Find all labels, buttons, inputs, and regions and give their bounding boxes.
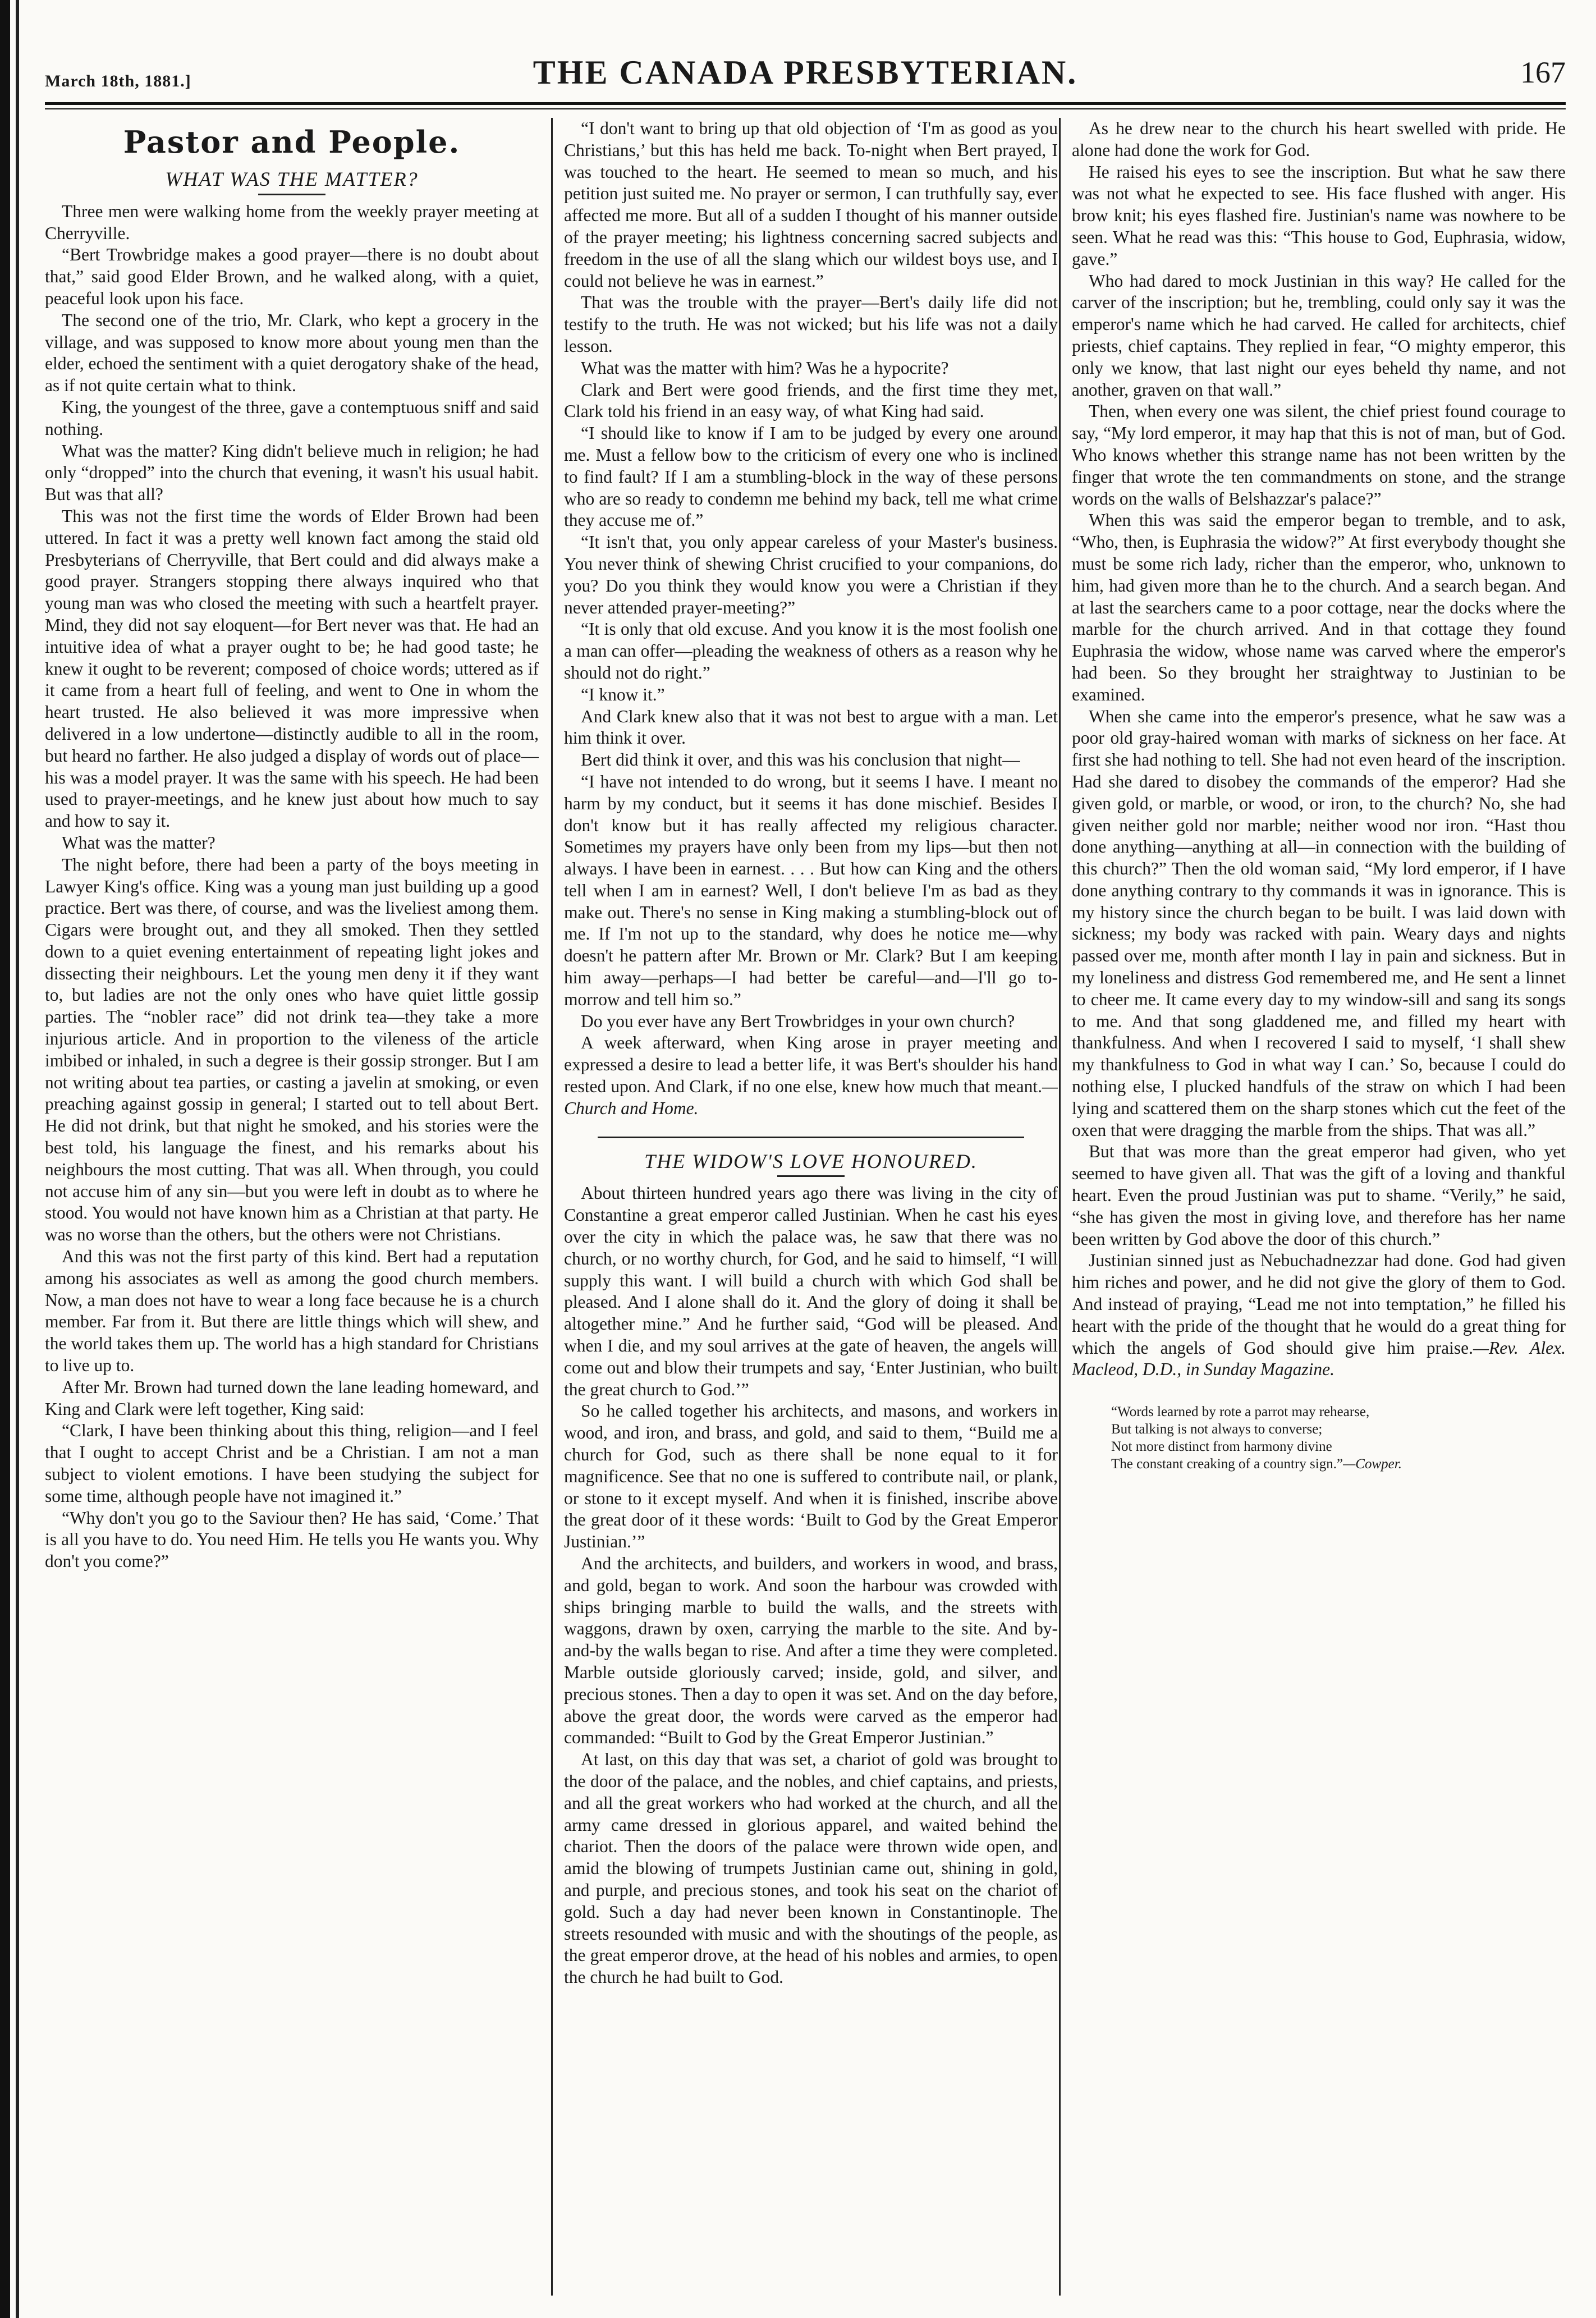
title-rule bbox=[777, 1175, 845, 1177]
paragraph: The night before, there had been a party of the boys meeting in Lawyer King's office. King was a young man just building up a good practice. Bert was there, of course, and was the liveliest among them. Cigars were brought out, and they all smoked. Then they settled down to a quiet evening entertainment of repeating light jokes and dissecting their neighbours. Let the young men deny it if they want to, but ladies are not the only ones who have quiet little gossip parties. The “nobler race” did not drink tea—they take a more injurious article. And in proportion to the vileness of the article imbibed or inhaled, in such a degree is their gossip stronger. But I am not writing about tea parties, or casting a javelin at smoking, or even preaching against gossip in general; I started out to tell about Bert. He did not drink, but that night he smoked, and his stories were the best told, his language the finest, and his remarks about his neighbours the most cutting. That was all. When through, you could not accuse him of any sin—but you were left in doubt as to where he stood. You would not have known him as a Christian at that party. He was no worse than the others, but the others were not Christians. bbox=[45, 854, 539, 1245]
poem-line-text: The constant creaking of a country sign.” bbox=[1111, 1456, 1343, 1472]
paragraph: And Clark knew also that it was not best to argue with a man. Let him think it over. bbox=[564, 706, 1058, 748]
paragraph: “It is only that old excuse. And you know it is the most foolish one a man can offer—pleading the weakness of others as a reason why he should not do right.” bbox=[564, 619, 1058, 682]
paragraph: “It isn't that, you only appear careless of your Master's business. You never think of shewing Christ crucified to your companions, do you? Do you think they would know you were a Christian if they never attended prayer-meeting?” bbox=[564, 532, 1058, 617]
paragraph: Who had dared to mock Justinian in this way? He called for the carver of the inscription; but he, trembling, could only say it was the emperor's name which he had carved. He called for architects, chief priests, chief captains. They replied in fear, “O mighty emperor, this only we know, that last night our eyes beheld thy name, and not another, graven on that wall.” bbox=[1072, 271, 1566, 400]
paragraph: “Bert Trowbridge makes a good prayer—there is no doubt about that,” said good Elder Brown, and he walked along, with a quiet, peaceful look upon his face. bbox=[45, 245, 539, 308]
poem-line: Not more distinct from harmony divine bbox=[1111, 1439, 1332, 1455]
paragraph: “I have not intended to do wrong, but it seems I have. I meant no harm by my conduct, but it seems it has done mischief. Besides I don't know but it has really affected my religious character. Sometimes my prayers have only been from my lips—but then not always. I have been in earnest. . . . But how can King and the others tell when I am in earnest? Well, I don't believe I'm as bad as they make out. There's no sense in King making a stumbling-block out of me. If I'm not up to the standard, why does he notice me—why doesn't he pattern after Mr. Brown or Mr. Clark? But I am keeping him away—perhaps—I had better be careful—and—I'll go to-morrow and tell him so.” bbox=[564, 771, 1058, 1009]
paragraph: Then, when every one was silent, the chief priest found courage to say, “My lord emperor, it may hap that this is not of man, but of God. Who knows whether this strange name has not been written by the finger that wrote the ten commandments on stone, and the strange words on the walls of Belshazzar's palace?” bbox=[1072, 401, 1566, 509]
paragraph: He raised his eyes to see the inscription. But what he saw there was not what he expected to see. His face flushed with anger. His brow knit; his eyes flashed fire. Justinian's name was nowhere to be seen. What he read was this: “This house to God, Euphrasia, widow, gave.” bbox=[1072, 162, 1566, 269]
article-attribution: —Rev. Alex. Macleod, D.D., in Sunday Magazine. bbox=[1072, 1337, 1566, 1380]
paragraph: This was not the first time the words of Elder Brown had been uttered. In fact it was a pretty well known fact among the staid old Presbyterians of Cherryville, that Bert could and did always make a good prayer. Strangers stopping there always inquired who that young man was who closed the meeting with such a heartfelt prayer. Mind, they did not say eloquent—for Bert never was that. He had an intuitive idea of what a prayer ought to be; he had good taste; he knew it ought to be reverent; composed of choice words; uttered as if it came from a heart full of feeling, and went to One in whom the heart trusted. He also believed it was more impressive when delivered in a low undertone—distinctly audible to all in the room, but heard no farther. He also judged a display of words out of place—his was a model prayer. It was the same with his speech. He had been used to prayer-meetings, and he knew just about how much to say and how to say it. bbox=[45, 506, 539, 831]
paragraph: And this was not the first party of this kind. Bert had a reputation among his associates as well as among the good church members. Now, a man does not have to wear a long face because he is a church member. Far from it. But there are little things which will shew, and the world takes them up. The world has a high standard for Christians to live up to. bbox=[45, 1247, 539, 1376]
paragraph: Bert did think it over, and this was his conclusion that night— bbox=[581, 750, 1020, 770]
paragraph-text: A week afterward, when King arose in prayer meeting and expressed a desire to lead a better life, it was Bert's shoulder his hand rested upon. And Clark, if no one else, knew how much that meant. bbox=[564, 1033, 1058, 1097]
paragraph: “I know it.” bbox=[581, 684, 665, 704]
paragraph: “Clark, I have been thinking about this thing, religion—and I feel that I ought to accept Christ and be a Christian. I am not a man subject to violent emotions. I have been studying the subject for some time, although people have not imagined it.” bbox=[45, 1421, 539, 1506]
page-number: 167 bbox=[1520, 56, 1566, 89]
column-3 bbox=[1072, 118, 1566, 2301]
page-edge-bar bbox=[0, 0, 10, 2318]
paragraph: What was the matter? King didn't believe much in religion; he had only “dropped” into the church that evening, it wasn't his usual habit. But was that all? bbox=[45, 441, 539, 505]
paragraph: At last, on this day that was set, a chariot of gold was brought to the door of the palace, and the nobles, and chief captains, and priests, and all the great workers who had worked at the church, and all the army came dressed in glorious apparel, and waited behind the chariot. Then the doors of the palace were thrown wide open, and amid the blowing of trumpets Justinian came out, shining in gold, and purple, and precious stones, and took his seat on the chariot of gold. Such a day had never been known in Constantinople. The streets resounded with music and with the shoutings of the people, as the great emperor drove, at the head of his nobles and armies, to open the church he had built to God. bbox=[564, 1749, 1058, 1987]
paragraph: What was the matter? bbox=[62, 832, 215, 853]
paragraph: “I should like to know if I am to be judged by every one around me. Must a fellow bow to the criticism of every one who is inclined to find fault? If I am a stumbling-block in the way of these persons who are so ready to condemn me behind my back, tell me what crime they accuse me of.” bbox=[564, 423, 1058, 530]
paragraph: And the architects, and builders, and workers in wood, and brass, and gold, began to work. And soon the harbour was crowded with ships bringing marble to build the walls, and the streets with waggons, drawn by oxen, carrying the marble to the site. And by-and-by the walls began to rise. And after a time they were completed. Marble outside gloriously carved; inside, gold, and silver, and precious stones. Then a day to open it was set. And on the day before, above the great door, the words were carved as the emperor had commanded: “Built to God by the Great Emperor Justinian.” bbox=[564, 1554, 1058, 1748]
header-rule-thin bbox=[45, 108, 1566, 109]
paragraph: So he called together his architects, and masons, and workers in wood, and iron, and brass, and gold, and said to them, “Build me a church for God, such as there shall be none equal to it for magnificence. See that no one is suffered to contribute nail, or plank, or stone to it except myself. And when it is finished, inscribe above the great door of it these words: ‘Built to God by the Great Emperor Justinian.’” bbox=[564, 1401, 1058, 1552]
section-heading: Pastor and People. bbox=[123, 124, 461, 160]
paragraph: Do you ever have any Bert Trowbridges in your own church? bbox=[581, 1011, 1015, 1031]
paragraph-text: Justinian sinned just as Nebuchadnezzar had done. God had given him riches and power, and he did not give the glory of them to God. And instead of praying, “Lead me not into temptation,” he filled his heart with the pride of the thought that he would do a great thing for which the angels of God should give him praise. bbox=[1072, 1250, 1566, 1358]
title-rule bbox=[258, 194, 325, 195]
paragraph: King, the youngest of the three, gave a contemptuous sniff and said nothing. bbox=[45, 397, 539, 439]
paragraph: “I don't want to bring up that old objection of ‘I'm as good as you Christians,’ but this has held me back. To-night when Bert prayed, I was touched to the heart. He seemed to mean so much, and his petition just suited me. No prayer or sermon, I can truthfully say, ever affected me more. But all of a sudden I thought of his manner outside of the prayer meeting; his lightness concerning sacred subjects and freedom in the use of all the slang which our wildest boys use, and I could not believe he was in earnest.” bbox=[564, 118, 1058, 291]
paragraph: “Why don't you go to the Saviour then? He has said, ‘Come.’ That is all you have to do. You need Him. He tells you He wants you. Why don't you come?” bbox=[45, 1508, 539, 1572]
paragraph: But that was more than the great emperor had given, who yet seemed to have given all. That was the gift of a loving and thankful heart. Even the proud Justinian was put to shame. “Verily,” he said, “she has given the most in giving love, and therefore has her name been written by God above the door of this church.” bbox=[1072, 1142, 1566, 1249]
article-title: THE WIDOW'S LOVE HONOURED. bbox=[644, 1149, 978, 1172]
paragraph: That was the trouble with the prayer—Bert's daily life did not testify to the truth. He was not wicked; but his life was not a daily lesson. bbox=[564, 292, 1058, 356]
paragraph bbox=[564, 1032, 1058, 1119]
article-attribution: —Church and Home. bbox=[564, 1076, 1058, 1118]
column-divider bbox=[551, 118, 553, 2296]
paragraph: When this was said the emperor began to tremble, and to ask, “Who, then, is Euphrasia the widow?” At first everybody thought she must be some rich lady, richer than the emperor, who, unknown to him, had given more than he to the church. And a search began. And at last the searchers came to a poor cottage, near the docks where the marble for the church arrived. And in that cottage they found Euphrasia the widow, whose name was carved where the emperor's had been. So they brought her straightway to Justinian to be examined. bbox=[1072, 510, 1566, 704]
paragraph: After Mr. Brown had turned down the lane leading homeward, and King and Clark were left together, King said: bbox=[45, 1377, 539, 1419]
article-separator bbox=[598, 1137, 1024, 1138]
paragraph: Clark and Bert were good friends, and the first time they met, Clark told his friend in an easy way, of what King had said. bbox=[564, 379, 1058, 422]
closing-poem bbox=[1111, 1403, 1566, 1473]
paragraph: What was the matter with him? Was he a hypocrite? bbox=[581, 358, 949, 378]
poem-author: —Cowper. bbox=[1343, 1456, 1402, 1472]
issue-date: March 18th, 1881.] bbox=[45, 72, 191, 90]
poem-line: “Words learned by rote a parrot may rehearse, bbox=[1111, 1404, 1370, 1420]
article-title: WHAT WAS THE MATTER? bbox=[165, 168, 419, 190]
page-edge-line bbox=[16, 0, 19, 2318]
poem-line bbox=[1111, 1455, 1566, 1473]
paragraph: Three men were walking home from the weekly prayer meeting at Cherryville. bbox=[45, 201, 539, 243]
paragraph: About thirteen hundred years ago there was living in the city of Constantine a great emperor called Justinian. When he cast his eyes over the city in which the palace was, he saw that there was no church, or no worthy church, for God, and he said to himself, “I will supply this want. I will build a church with which God shall be pleased. And I alone shall do it. And the glory of doing it shall be altogether mine.” And he further said, “God will be pleased. And when I die, and my soul arrives at the gate of heaven, the angels will come out and blow their trumpets and say, ‘Enter Justinian, who built the great church to God.’” bbox=[564, 1183, 1058, 1399]
column-1 bbox=[45, 118, 539, 2301]
paragraph: When she came into the emperor's presence, what he saw was a poor old gray-haired woman with marks of sickness on her face. At first she had nothing to tell. She had not even heard of the inscription. Had she dared to disobey the commands of the emperor? Had she given gold, or marble, or wood, or iron, to the church? No, she had given neither gold nor marble; neither wood nor iron. “Hast thou done anything—anything at all—in connection with the building of this church?” Then the old woman said, “My lord emperor, if I have done anything contrary to thy commands it was in ignorance. This is my history since the church began to be built. I was laid down with sickness; my body was racked with pain. Weary days and nights passed over me, month after month I lay in pain and sickness. But in my loneliness and distress God remembered me, and He sent a linnet to cheer me. It came every day to my window-sill and sang its songs to me. And that song gladdened me, and filled my heart with thankfulness. And when I recovered I said to myself, ‘I shall shew my thankfulness to God in what way I can.’ So, because I could do nothing else, I plucked handfuls of the straw on which I had been lying and scattered them on the sharp stones which cut the feet of the oxen that were dragging the marble from the ships. That was all.” bbox=[1072, 706, 1566, 1140]
paragraph: The second one of the trio, Mr. Clark, who kept a grocery in the village, and was supposed to know more about young men than the elder, echoed the sentiment with a quiet derogatory shake of the head, as if not quite certain what to think. bbox=[45, 310, 539, 396]
header-rule bbox=[45, 102, 1566, 105]
column-divider bbox=[1059, 118, 1061, 2296]
column-2 bbox=[564, 118, 1058, 2301]
newspaper-title: THE CANADA PRESBYTERIAN. bbox=[533, 54, 1078, 91]
paragraph: As he drew near to the church his heart swelled with pride. He alone had done the work for God. bbox=[1072, 118, 1566, 160]
poem-line: But talking is not always to converse; bbox=[1111, 1422, 1323, 1437]
page-header bbox=[45, 51, 1566, 101]
paragraph bbox=[1072, 1250, 1566, 1381]
